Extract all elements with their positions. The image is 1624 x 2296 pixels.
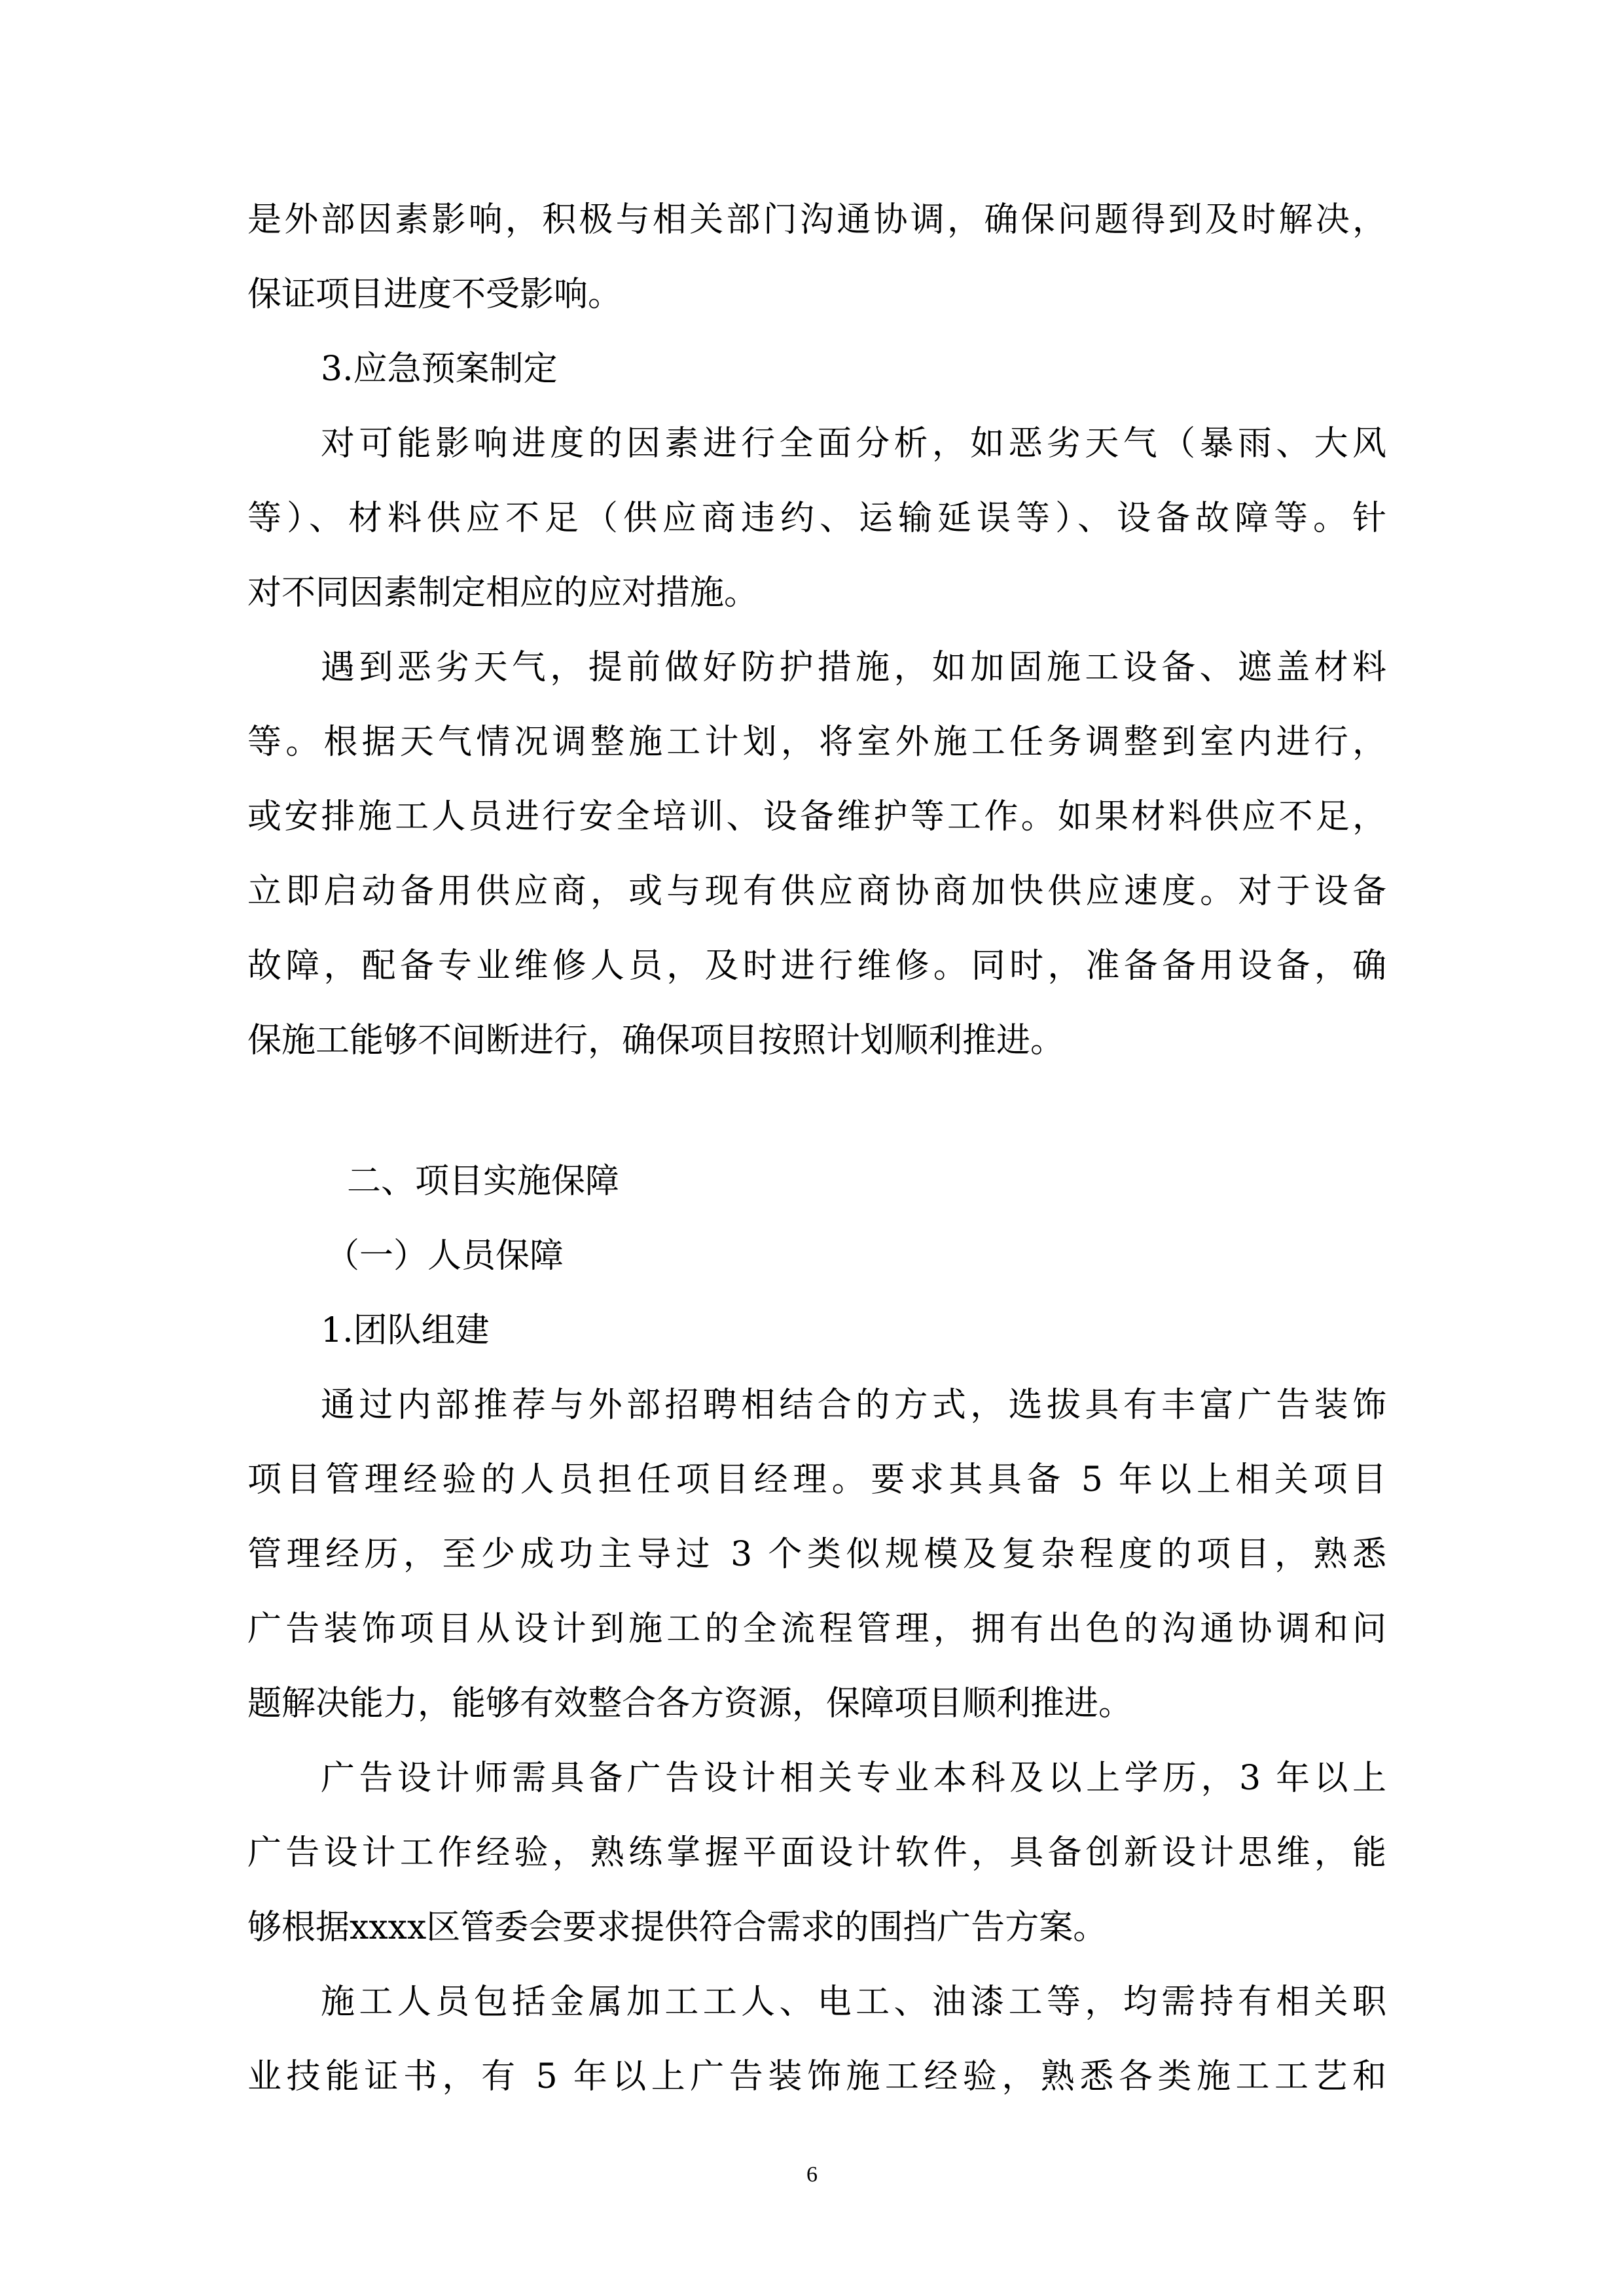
- text-line: 故障，配备专业维修人员，及时进行维修。同时，准备备用设备，确: [247, 946, 1386, 986]
- text-line: 保施工能够不间断进行，确保项目按照计划顺利推进。: [247, 1021, 1065, 1060]
- text-line: 广告装饰项目从设计到施工的全流程管理，拥有出色的沟通协调和问: [247, 1609, 1386, 1649]
- text-line: 广告设计师需具备广告设计相关专业本科及以上学历，3 年以上: [321, 1759, 1386, 1798]
- text-line: 等。根据天气情况调整施工计划，将室外施工任务调整到室内进行，: [247, 723, 1386, 762]
- page-number: 6: [806, 2162, 818, 2187]
- text-line: 保证项目进度不受影响。: [247, 275, 623, 314]
- text-line: 管理经历，至少成功主导过 3 个类似规模及复杂程度的项目，熟悉: [247, 1535, 1386, 1574]
- subsection-heading: 3.应急预案制定: [321, 350, 558, 389]
- text-line: 业技能证书，有 5 年以上广告装饰施工经验，熟悉各类施工工艺和: [247, 2057, 1386, 2096]
- subsection-heading: 1.团队组建: [321, 1311, 490, 1350]
- text-line: 通过内部推荐与外部招聘相结合的方式，选拔具有丰富广告装饰: [321, 1386, 1386, 1425]
- text-line: 题解决能力，能够有效整合各方资源，保障项目顺利推进。: [247, 1684, 1133, 1723]
- text-line: 等）、材料供应不足（供应商违约、运输延误等）、设备故障等。针: [247, 499, 1386, 538]
- section-heading: 二、项目实施保障: [347, 1162, 620, 1201]
- text-line: 遇到恶劣天气，提前做好防护措施，如加固施工设备、遮盖材料: [321, 648, 1386, 687]
- subsection-heading: （一）人员保障: [325, 1236, 564, 1276]
- text-line: 立即启动备用供应商，或与现有供应商协商加快供应速度。对于设备: [247, 872, 1386, 911]
- text-line: 对不同因素制定相应的应对措施。: [247, 573, 759, 613]
- text-line: 项目管理经验的人员担任项目经理。要求其具备 5 年以上相关项目: [247, 1460, 1386, 1499]
- text-line: 对可能影响进度的因素进行全面分析，如恶劣天气（暴雨、大风: [321, 424, 1386, 463]
- text-line: 是外部因素影响，积极与相关部门沟通协调，确保问题得到及时解决，: [247, 200, 1386, 240]
- text-line: 或安排施工人员进行安全培训、设备维护等工作。如果材料供应不足，: [247, 797, 1386, 836]
- text-line: 施工人员包括金属加工工人、电工、油漆工等，均需持有相关职: [321, 1982, 1386, 2022]
- text-line: 广告设计工作经验，熟练掌握平面设计软件，具备创新设计思维，能: [247, 1833, 1386, 1873]
- text-line: 够根据xxxx区管委会要求提供符合需求的围挡广告方案。: [247, 1908, 1108, 1947]
